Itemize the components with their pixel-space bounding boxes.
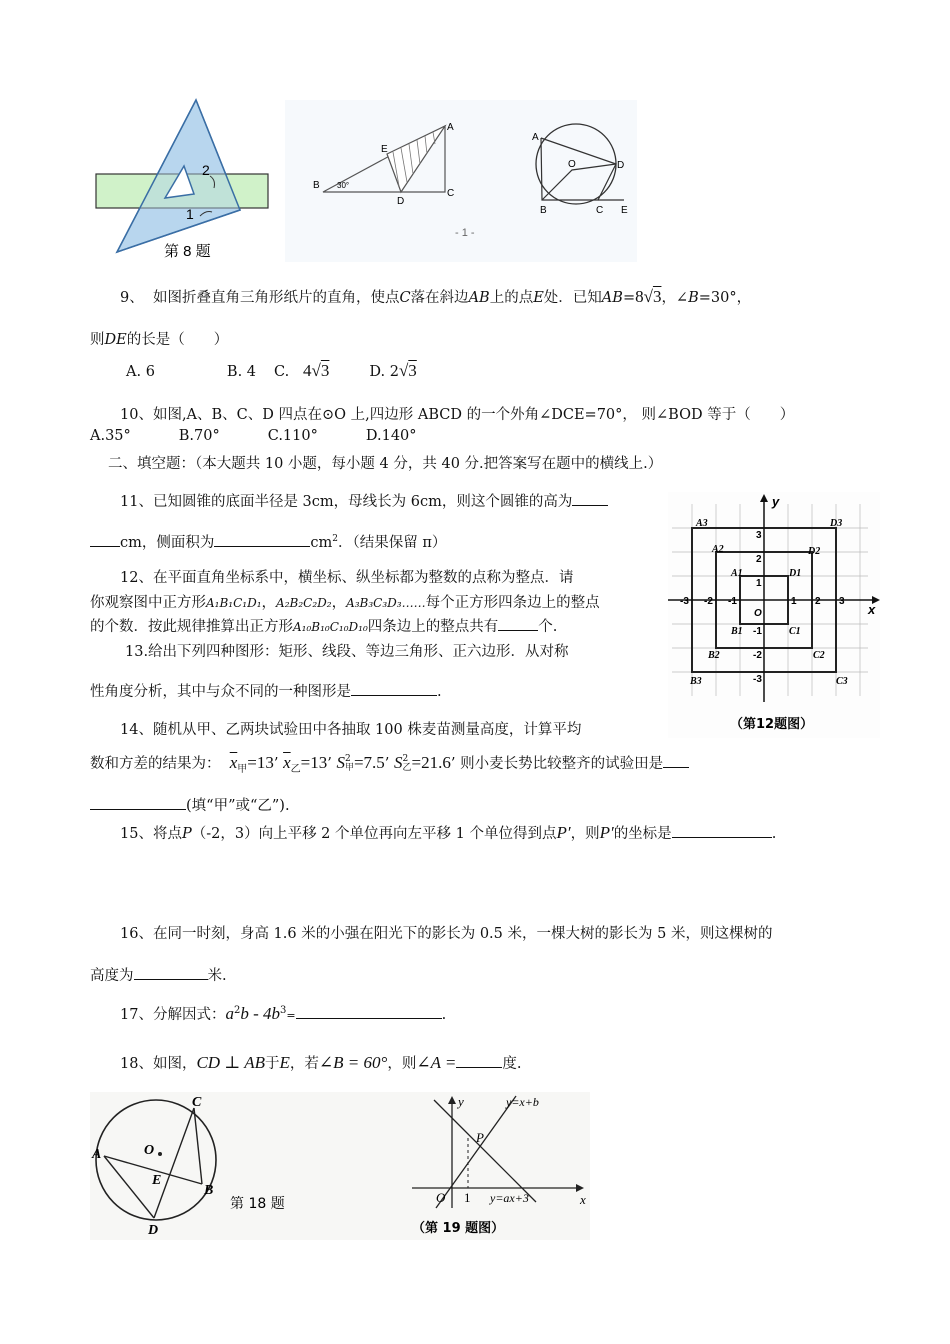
q14-sub: 乙 <box>290 763 301 775</box>
fig12-corner: B2 <box>708 650 720 661</box>
q9-radicand: 3 <box>652 287 662 306</box>
q16-text: 高度为 <box>90 968 134 984</box>
fig9-label-b: B <box>313 180 320 191</box>
fig9-label-e: E <box>381 144 388 155</box>
q9-text: 的长是（ ） <box>126 332 229 348</box>
fig10-label-o: O <box>568 159 576 170</box>
fig8-label-1: 1 <box>186 206 194 222</box>
q11-blank-height[interactable] <box>572 491 608 506</box>
q17-line <box>120 1003 446 1024</box>
q18-point-e: E <box>279 1053 290 1072</box>
q14-mean-a: $\overline{x}$ <box>229 753 238 772</box>
fig12-tick: 1 <box>756 578 762 589</box>
fig12-corner: D2 <box>808 546 821 557</box>
fig9-label-c: C <box>447 188 455 199</box>
q13-text: 性角度分析，其中与众不同的一种图形是 <box>90 684 351 700</box>
q14-value: =21.6 <box>411 753 451 772</box>
fig12-tick: 2 <box>756 554 762 565</box>
q14-sup: 2 <box>344 754 351 764</box>
fig12-x-label: x <box>868 602 876 617</box>
q15-point-p-prime: P′ <box>599 823 614 842</box>
q12-line1: 12、在平面直角坐标系中，横坐标、纵坐标都为整数的点称为整点．请 <box>120 570 574 586</box>
q13-text: . <box>437 684 442 700</box>
q9-de: DE <box>104 332 127 348</box>
q15-text: （-2，3）向上平移 2 个单位再向左平移 1 个单位得到点 <box>191 826 557 842</box>
fig12-corner: C3 <box>836 676 848 687</box>
q18-line <box>120 1052 521 1073</box>
q15-text: 15、将点 <box>120 826 182 842</box>
q17-sup: 2 <box>233 1005 241 1017</box>
q12-square-2: A₂B₂C₂D₂ <box>276 596 332 610</box>
q9-option-c-coef: 4 <box>303 361 312 380</box>
fig9-angle-label: 30° <box>337 181 350 190</box>
fig10-label-b: B <box>540 205 547 216</box>
fig12-tick: 3 <box>756 530 762 541</box>
figure-19 <box>408 1092 590 1240</box>
fig12-corner: B1 <box>731 626 743 637</box>
q18-perp: CD ⊥ AB <box>196 1053 266 1072</box>
q9-text: 则 <box>90 332 105 348</box>
q14-value: =13 <box>247 753 274 772</box>
fig19-line2-label: y=ax+3 <box>490 1191 529 1205</box>
fig9-label-a: A <box>447 122 454 133</box>
q12-blank[interactable] <box>498 616 538 631</box>
q14-blank-cont[interactable] <box>90 795 186 810</box>
q11-sup: 2 <box>332 534 338 545</box>
q14-line3 <box>90 794 290 815</box>
fig18-label-c: C <box>192 1095 202 1110</box>
q15-text: . <box>771 826 777 842</box>
q12-text: 的个数．按此规律推算出正方形 <box>90 619 293 635</box>
fig19-y-label: y <box>458 1094 464 1109</box>
fig18-label-o: O <box>144 1143 155 1158</box>
q9-text: ，∠ <box>661 290 689 306</box>
q9-line2 <box>90 328 228 349</box>
q10-line1: 10、如图,A、B、C、D 四点在⊙O 上,四边形 ABCD 的一个外角∠DCE=70°， 则∠BOD 等于（ ） <box>120 407 795 423</box>
q12-line2 <box>90 591 600 612</box>
circle-o-shape <box>536 124 616 204</box>
fig18-label-b: B <box>204 1183 214 1198</box>
fig12-caption: （第12题图） <box>730 717 814 732</box>
q11-text: ．（结果保留 π） <box>337 535 447 551</box>
figure-12 <box>668 492 880 738</box>
q16-text: 米. <box>207 968 227 984</box>
fig19-x-label: x <box>580 1192 586 1207</box>
q18-blank[interactable] <box>456 1053 502 1068</box>
q15-text: ，则 <box>570 826 600 842</box>
fig8-label-2: 2 <box>202 162 210 178</box>
q16-line1: 16、在同一时刻，身高 1.6 米的小强在阳光下的影长为 0.5 米，一棵大树的影长为 5 米，则这棵树的 <box>120 926 773 942</box>
q12-square-1: A₁B₁C₁D₁ <box>206 596 262 610</box>
q9-eq: = <box>622 290 636 306</box>
q13-blank[interactable] <box>351 681 437 696</box>
q12-text: 四条边上的整点共有 <box>367 619 499 635</box>
figure-18 <box>90 1092 410 1240</box>
fig10-label-d: D <box>617 160 625 171</box>
q16-blank[interactable] <box>134 965 208 980</box>
q17-sup: 3 <box>280 1005 287 1017</box>
q9-option-c-rad: 3 <box>320 361 330 380</box>
q10-option-a: A.35° <box>90 428 131 444</box>
q18-text: ，若 <box>289 1056 319 1072</box>
fig19-line1-label: y=x+b <box>506 1095 539 1109</box>
q15-line <box>120 822 776 843</box>
q14-var-a: S <box>336 753 345 772</box>
q9-option-c: C. <box>274 364 290 380</box>
q14-sub: 甲 <box>237 763 248 775</box>
q9-eight: 8 <box>635 287 644 306</box>
q14-line2: 数和方差的结果为： $\overline{x}_甲=13$’ $\overline{x}_乙=13$’ S 2 甲 =7.5’ S 2 乙 =21.6’ 则小麦长势比较整齐的试验田是 <box>90 752 689 775</box>
fig19-point-p: P <box>476 1130 484 1145</box>
fig10-label-a: A <box>532 132 539 143</box>
fig12-tick: 2 <box>815 596 821 607</box>
q9-options: A. 6 B. 4 C. 4√3 D. 2√3 <box>126 361 417 380</box>
q17-expr: b - 4b <box>240 1004 280 1023</box>
fig9-label-d: D <box>397 196 405 207</box>
q14-line1: 14、随机从甲、乙两块试验田中各抽取 100 株麦苗测量高度，计算平均 <box>120 722 582 738</box>
q13-line1: 13.给出下列四种图形：矩形、线段、等边三角形、正六边形．从对称 <box>125 644 569 660</box>
fig12-corner: A2 <box>712 544 724 555</box>
fig12-corner: C1 <box>789 626 801 637</box>
q18-text: 度. <box>502 1056 522 1072</box>
q14-value: =13 <box>300 753 328 772</box>
fig18-label-a: A <box>92 1147 102 1162</box>
q9-text: 处．已知 <box>543 290 602 306</box>
q9-line1: 9、 如图折叠直角三角形纸片的直角，使点C落在斜边AB上的点E处．已知AB=8√3，∠B=30°， <box>120 287 752 306</box>
q18-text: 18、如图， <box>120 1056 197 1072</box>
fig12-origin: O <box>754 608 762 619</box>
q11-text: 11、已知圆锥的底面半径是 3cm，母线长为 6cm，则这个圆锥的高为 <box>120 494 573 510</box>
q15-point-p-prime: P′ <box>556 823 571 842</box>
fig12-tick: 1 <box>791 596 797 607</box>
fig12-tick: -1 <box>753 626 762 637</box>
q17-text: . <box>441 1007 447 1023</box>
fig18-label-d: D <box>148 1223 159 1238</box>
q9-option-d: D. 2 <box>369 364 399 380</box>
q14-text: 则小麦长势比较整齐的试验田是 <box>460 756 664 772</box>
q10-option-c: C.110° <box>267 428 318 444</box>
fig12-corner: B3 <box>690 676 702 687</box>
fig18-label-e: E <box>152 1173 162 1188</box>
q9-text: 上的点 <box>489 290 534 306</box>
fig10-label-e: E <box>621 205 628 216</box>
q12-text: 每个正方形四条边上的整点 <box>425 595 600 611</box>
fig12-tick: -2 <box>704 596 713 607</box>
q9-text: 如图折叠直角三角形纸片的直角，使点 <box>152 290 400 306</box>
q11-text: cm，侧面积为 <box>120 535 215 551</box>
q12-text: 你观察图中正方形 <box>90 595 206 611</box>
fig19-tick-1: 1 <box>464 1190 471 1205</box>
q9-text: =30°， <box>698 290 752 306</box>
fig12-tick: 3 <box>839 596 845 607</box>
q16-line2 <box>90 964 227 985</box>
q15-point-p: P <box>181 826 192 842</box>
q17-expr: a <box>225 1004 234 1023</box>
q14-sup: 2 <box>402 754 409 764</box>
section-2-heading: 二、填空题：（本大题共 10 小题，每小题 4 分，共 40 分.把答案写在题中的横线上.） <box>108 456 663 472</box>
q14-var-b: S <box>394 753 403 772</box>
q9-angle-b: B <box>688 290 699 306</box>
q18-angle-a: ∠A = <box>416 1053 457 1072</box>
q18-text: ，则 <box>387 1056 417 1072</box>
q9-point-e: E <box>533 290 544 306</box>
fig12-corner: D1 <box>789 568 802 579</box>
q9-ab: AB <box>468 290 490 306</box>
q14-mean-b: $\overline{x}$ <box>283 753 291 772</box>
fig12-tick: -3 <box>753 674 762 685</box>
fig19-origin: O <box>436 1190 446 1205</box>
q9-number: 9、 <box>120 290 144 306</box>
q14-text: (填“甲”或“乙”). <box>186 798 290 814</box>
q12-square-3: A₃B₃C₃D₃…… <box>346 596 426 610</box>
fig12-corner: A3 <box>696 518 708 529</box>
q9-option-d-rad: 3 <box>408 361 417 380</box>
q12-sep: ， <box>261 595 277 611</box>
q17-text: 17、分解因式： <box>120 1007 226 1023</box>
fig19-caption: （第 19 题图） <box>412 1221 505 1236</box>
q14-sub: 乙 <box>402 763 412 773</box>
q9-ab: AB <box>601 290 623 306</box>
q14-sub: 甲 <box>344 763 354 773</box>
q12-sep: ， <box>331 595 347 611</box>
q15-text: 的坐标是 <box>613 826 672 842</box>
fig12-y-label: y <box>772 494 780 509</box>
fig12-corner: C2 <box>813 650 825 661</box>
fig12-tick: -1 <box>728 596 737 607</box>
q11-blank-height-cont[interactable] <box>90 532 120 547</box>
q14-text: 数和方差的结果为： <box>90 756 221 772</box>
q9-text: 落在斜边 <box>410 290 469 306</box>
fig12-corner: A1 <box>731 568 743 579</box>
q17-blank[interactable] <box>296 1004 442 1019</box>
q14-blank[interactable] <box>663 753 689 768</box>
q9-option-a: A. 6 <box>126 364 155 380</box>
fig18-caption: 第 18 题 <box>230 1196 285 1212</box>
fig10-label-c: C <box>596 205 604 216</box>
q12-square-10: A₁₀B₁₀C₁₀D₁₀ <box>293 620 368 634</box>
fig12-tick: -3 <box>680 596 689 607</box>
q11-text: cm <box>310 535 333 551</box>
page-number: - 1 - <box>455 227 475 239</box>
q10-option-b: B.70° <box>178 428 220 444</box>
fig8-caption: 第 8 题 <box>164 243 211 260</box>
q9-option-b: B. 4 <box>226 364 257 380</box>
q9-point-c: C <box>399 290 411 306</box>
q10-options <box>90 428 417 444</box>
q15-blank[interactable] <box>672 823 772 838</box>
q18-text: 于 <box>265 1056 280 1072</box>
figure-8 <box>92 98 274 263</box>
q13-line2 <box>90 680 442 701</box>
q18-angle-b: ∠B = 60° <box>318 1053 388 1072</box>
figure-10 <box>528 120 638 220</box>
q10-option-d: D.140° <box>365 428 417 444</box>
fig12-tick: -2 <box>753 650 762 661</box>
q11-line2 <box>90 531 446 552</box>
q14-value: =7.5 <box>353 753 385 772</box>
q12-line3 <box>90 615 557 636</box>
q12-text: 个. <box>538 619 558 635</box>
q17-eq: = <box>286 1009 296 1022</box>
q11-line1 <box>120 490 608 511</box>
fig12-corner: D3 <box>830 518 843 529</box>
q11-blank-area[interactable] <box>214 532 310 547</box>
